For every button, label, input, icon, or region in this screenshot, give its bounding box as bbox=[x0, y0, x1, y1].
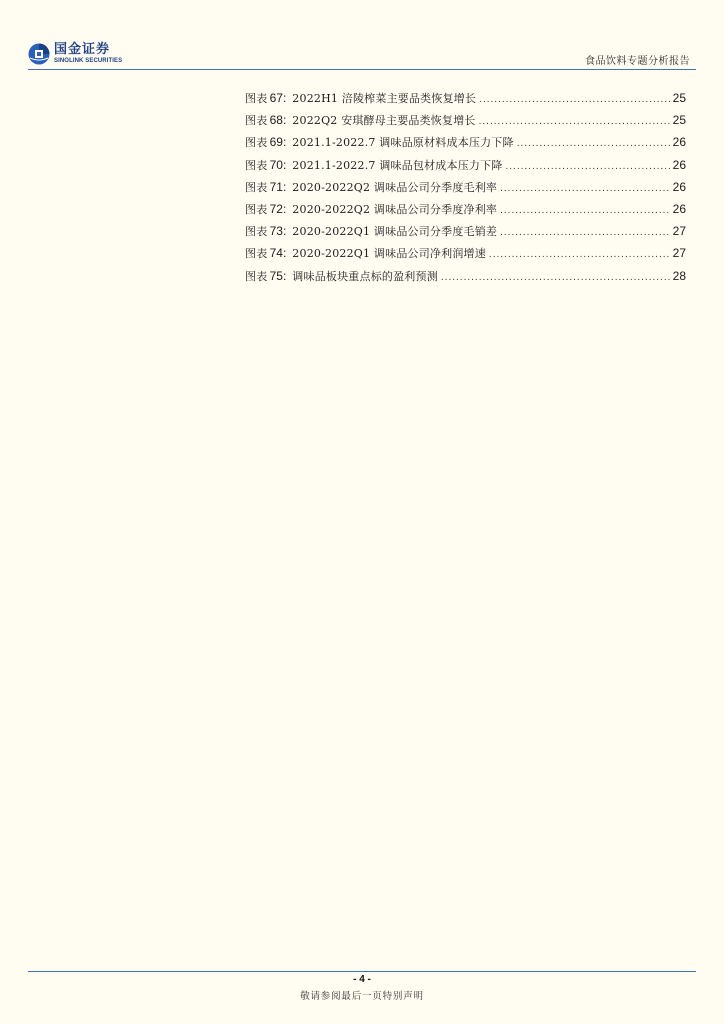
toc-entry-label: 图表 bbox=[245, 114, 268, 128]
toc-entry-title: 2021.1-2022.7 调味品包材成本压力下降 bbox=[292, 158, 503, 172]
toc-entry[interactable] bbox=[245, 220, 686, 242]
toc-entry-title: 2021.1-2022.7 调味品原材料成本压力下降 bbox=[292, 136, 514, 150]
toc-entry-title: 2020-2022Q2 调味品公司分季度净利率 bbox=[292, 202, 498, 216]
toc-dot-leader bbox=[479, 111, 670, 133]
toc-entry-number: 74: bbox=[269, 246, 287, 261]
toc-entry[interactable] bbox=[245, 265, 686, 287]
toc-dot-leader bbox=[500, 222, 670, 244]
toc-entry[interactable] bbox=[245, 176, 686, 198]
toc-dot-leader bbox=[517, 133, 670, 155]
toc-dot-leader bbox=[479, 89, 669, 111]
toc-entry[interactable] bbox=[245, 154, 686, 176]
toc-entry-number: 73: bbox=[269, 224, 287, 239]
toc-entry-title: 2022Q2 安琪酵母主要品类恢复增长 bbox=[292, 114, 476, 128]
page-number: - 4 - bbox=[353, 974, 371, 985]
toc-entry-page: 27 bbox=[672, 246, 686, 261]
disclaimer-note: 敬请参阅最后一页特别声明 bbox=[300, 991, 424, 1002]
logo-mark-icon bbox=[28, 43, 50, 65]
toc-entry-number: 68: bbox=[269, 113, 287, 128]
toc-entry-page: 26 bbox=[672, 157, 686, 172]
toc-entry-title: 2020-2022Q1 调味品公司分季度毛销差 bbox=[292, 225, 498, 239]
toc-dot-leader bbox=[489, 244, 670, 266]
toc-entry[interactable] bbox=[245, 87, 686, 109]
toc-entry-label: 图表 bbox=[245, 269, 268, 283]
toc-entry-number: 75: bbox=[269, 268, 287, 283]
toc-entry-number: 70: bbox=[269, 157, 287, 172]
logo-chinese-name: 国金证券 bbox=[54, 42, 111, 57]
toc-entry-label: 图表 bbox=[245, 247, 268, 261]
toc-entry-page: 25 bbox=[672, 113, 686, 128]
toc-entry-label: 图表 bbox=[245, 202, 268, 216]
toc-entry-page: 26 bbox=[672, 179, 686, 194]
toc-entry-page: 28 bbox=[672, 268, 686, 283]
toc-entry-number: 72: bbox=[269, 201, 287, 216]
figure-table-of-contents bbox=[245, 87, 686, 287]
toc-entry-label: 图表 bbox=[245, 92, 268, 105]
toc-entry-label: 图表 bbox=[245, 180, 268, 194]
footer-divider bbox=[28, 971, 696, 972]
toc-dot-leader bbox=[506, 156, 670, 178]
toc-entry-title: 2022H1 涪陵榨菜主要品类恢复增长 bbox=[292, 92, 477, 105]
toc-entry-page: 27 bbox=[672, 224, 686, 239]
toc-dot-leader bbox=[441, 267, 670, 289]
toc-dot-leader bbox=[500, 178, 670, 200]
toc-entry-title: 2020-2022Q2 调味品公司分季度毛利率 bbox=[292, 180, 498, 194]
toc-entry[interactable] bbox=[245, 131, 686, 153]
header-divider bbox=[28, 69, 696, 70]
logo-english-name: SINOLINK SECURITIES bbox=[54, 58, 123, 64]
toc-entry[interactable] bbox=[245, 198, 686, 220]
report-type-title: 食品饮料专题分析报告 bbox=[585, 56, 690, 67]
toc-entry-page: 26 bbox=[672, 135, 686, 150]
toc-dot-leader bbox=[500, 200, 670, 222]
toc-entry-number: 67: bbox=[269, 91, 287, 105]
toc-entry-title: 2020-2022Q1 调味品公司净利润增速 bbox=[292, 247, 486, 261]
toc-entry-label: 图表 bbox=[245, 225, 268, 239]
toc-entry-page: 25 bbox=[672, 91, 686, 105]
toc-entry-number: 69: bbox=[269, 135, 287, 150]
toc-entry[interactable] bbox=[245, 242, 686, 264]
toc-entry-label: 图表 bbox=[245, 136, 268, 150]
toc-entry-page: 26 bbox=[672, 201, 686, 216]
toc-entry-label: 图表 bbox=[245, 158, 268, 172]
toc-entry-title: 调味品板块重点标的盈利预测 bbox=[292, 269, 438, 283]
toc-entry-number: 71: bbox=[269, 179, 287, 194]
company-logo bbox=[28, 40, 122, 68]
page-header bbox=[28, 40, 696, 70]
toc-entry[interactable] bbox=[245, 109, 686, 131]
